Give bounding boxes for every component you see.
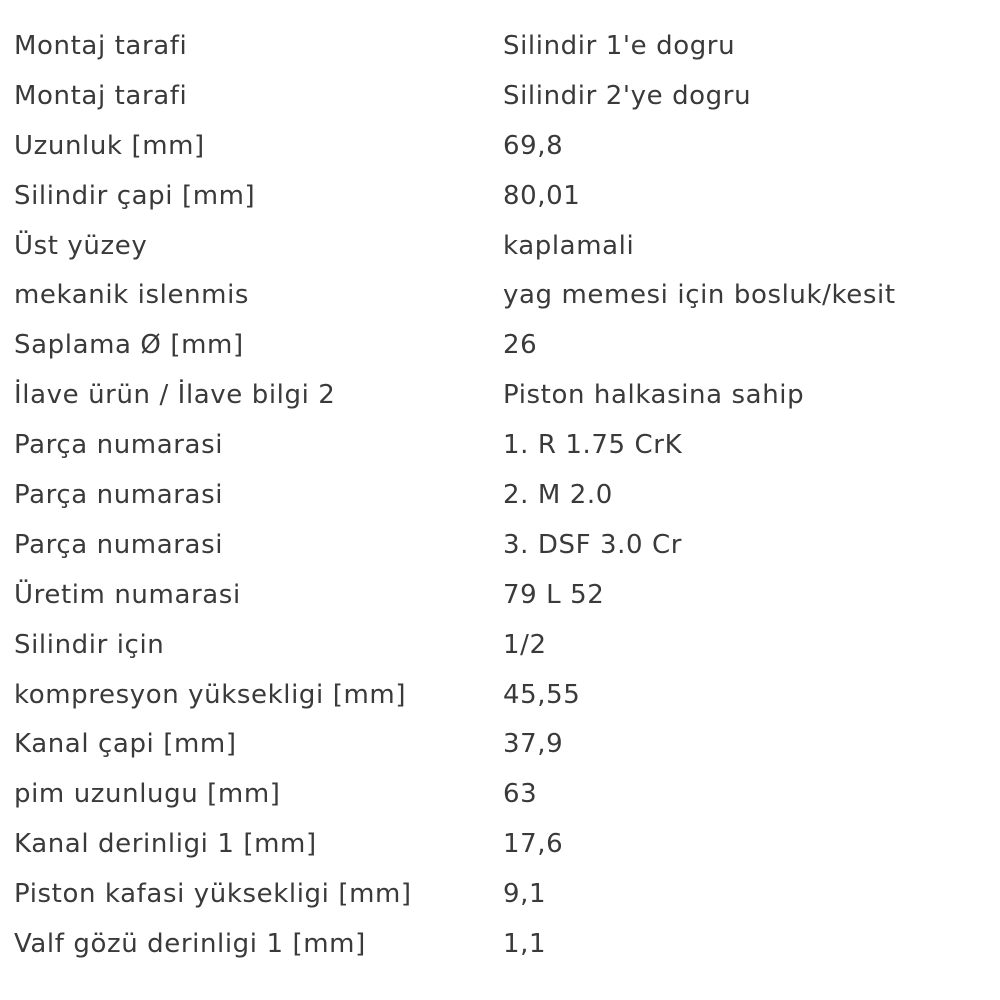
spec-value: 69,8: [503, 130, 564, 161]
spec-row: [14, 919, 984, 969]
spec-value: 63: [503, 779, 538, 810]
spec-value: 1/2: [503, 629, 547, 660]
spec-label: Saplama Ø [mm]: [14, 330, 244, 361]
spec-label: Valf gözü derinligi 1 [mm]: [14, 928, 366, 959]
specification-table: [14, 21, 984, 969]
spec-row: [14, 21, 984, 71]
spec-row: [14, 869, 984, 919]
spec-value: 1,1: [503, 928, 547, 959]
spec-row: [14, 670, 984, 720]
spec-label: Uzunluk [mm]: [14, 130, 205, 161]
spec-row: [14, 121, 984, 171]
spec-value: kaplamali: [503, 230, 635, 261]
spec-value: 37,9: [503, 729, 564, 760]
spec-value: Silindir 1'e dogru: [503, 30, 736, 61]
spec-value: 1. R 1.75 CrK: [503, 430, 683, 461]
spec-label: Kanal çapi [mm]: [14, 729, 237, 760]
spec-label: Silindir için: [14, 629, 165, 660]
spec-row: [14, 819, 984, 869]
spec-label: Parça numarasi: [14, 529, 224, 560]
spec-row: [14, 719, 984, 769]
spec-label: Parça numarasi: [14, 479, 224, 510]
spec-row: [14, 320, 984, 370]
spec-row: [14, 570, 984, 620]
spec-label: pim uzunlugu [mm]: [14, 779, 281, 810]
spec-row: [14, 370, 984, 420]
spec-label: Piston kafasi yüksekligi [mm]: [14, 879, 412, 910]
spec-label: İlave ürün / İlave bilgi 2: [14, 380, 336, 411]
spec-value: Silindir 2'ye dogru: [503, 80, 752, 111]
spec-row: [14, 420, 984, 470]
spec-value: 9,1: [503, 879, 547, 910]
spec-label: kompresyon yüksekligi [mm]: [14, 679, 407, 710]
spec-value: 17,6: [503, 829, 564, 860]
spec-row: [14, 470, 984, 520]
spec-value: 45,55: [503, 679, 581, 710]
spec-label: Üst yüzey: [14, 230, 148, 261]
spec-label: Montaj tarafi: [14, 80, 188, 111]
spec-value: 2. M 2.0: [503, 479, 613, 510]
spec-row: [14, 71, 984, 121]
spec-row: [14, 620, 984, 670]
spec-value: yag memesi için bosluk/kesit: [503, 280, 896, 311]
spec-row: [14, 769, 984, 819]
spec-value: 3. DSF 3.0 Cr: [503, 529, 683, 560]
spec-row: [14, 520, 984, 570]
spec-label: Üretim numarasi: [14, 579, 241, 610]
spec-row: [14, 221, 984, 271]
specification-rows: [14, 21, 984, 969]
spec-label: Silindir çapi [mm]: [14, 180, 256, 211]
spec-row: [14, 270, 984, 320]
spec-value: Piston halkasina sahip: [503, 380, 805, 411]
spec-label: Montaj tarafi: [14, 30, 188, 61]
spec-label: mekanik islenmis: [14, 280, 250, 311]
spec-value: 80,01: [503, 180, 581, 211]
spec-row: [14, 171, 984, 221]
spec-label: Kanal derinligi 1 [mm]: [14, 829, 317, 860]
spec-value: 26: [503, 330, 538, 361]
spec-value: 79 L 52: [503, 579, 605, 610]
spec-label: Parça numarasi: [14, 430, 224, 461]
